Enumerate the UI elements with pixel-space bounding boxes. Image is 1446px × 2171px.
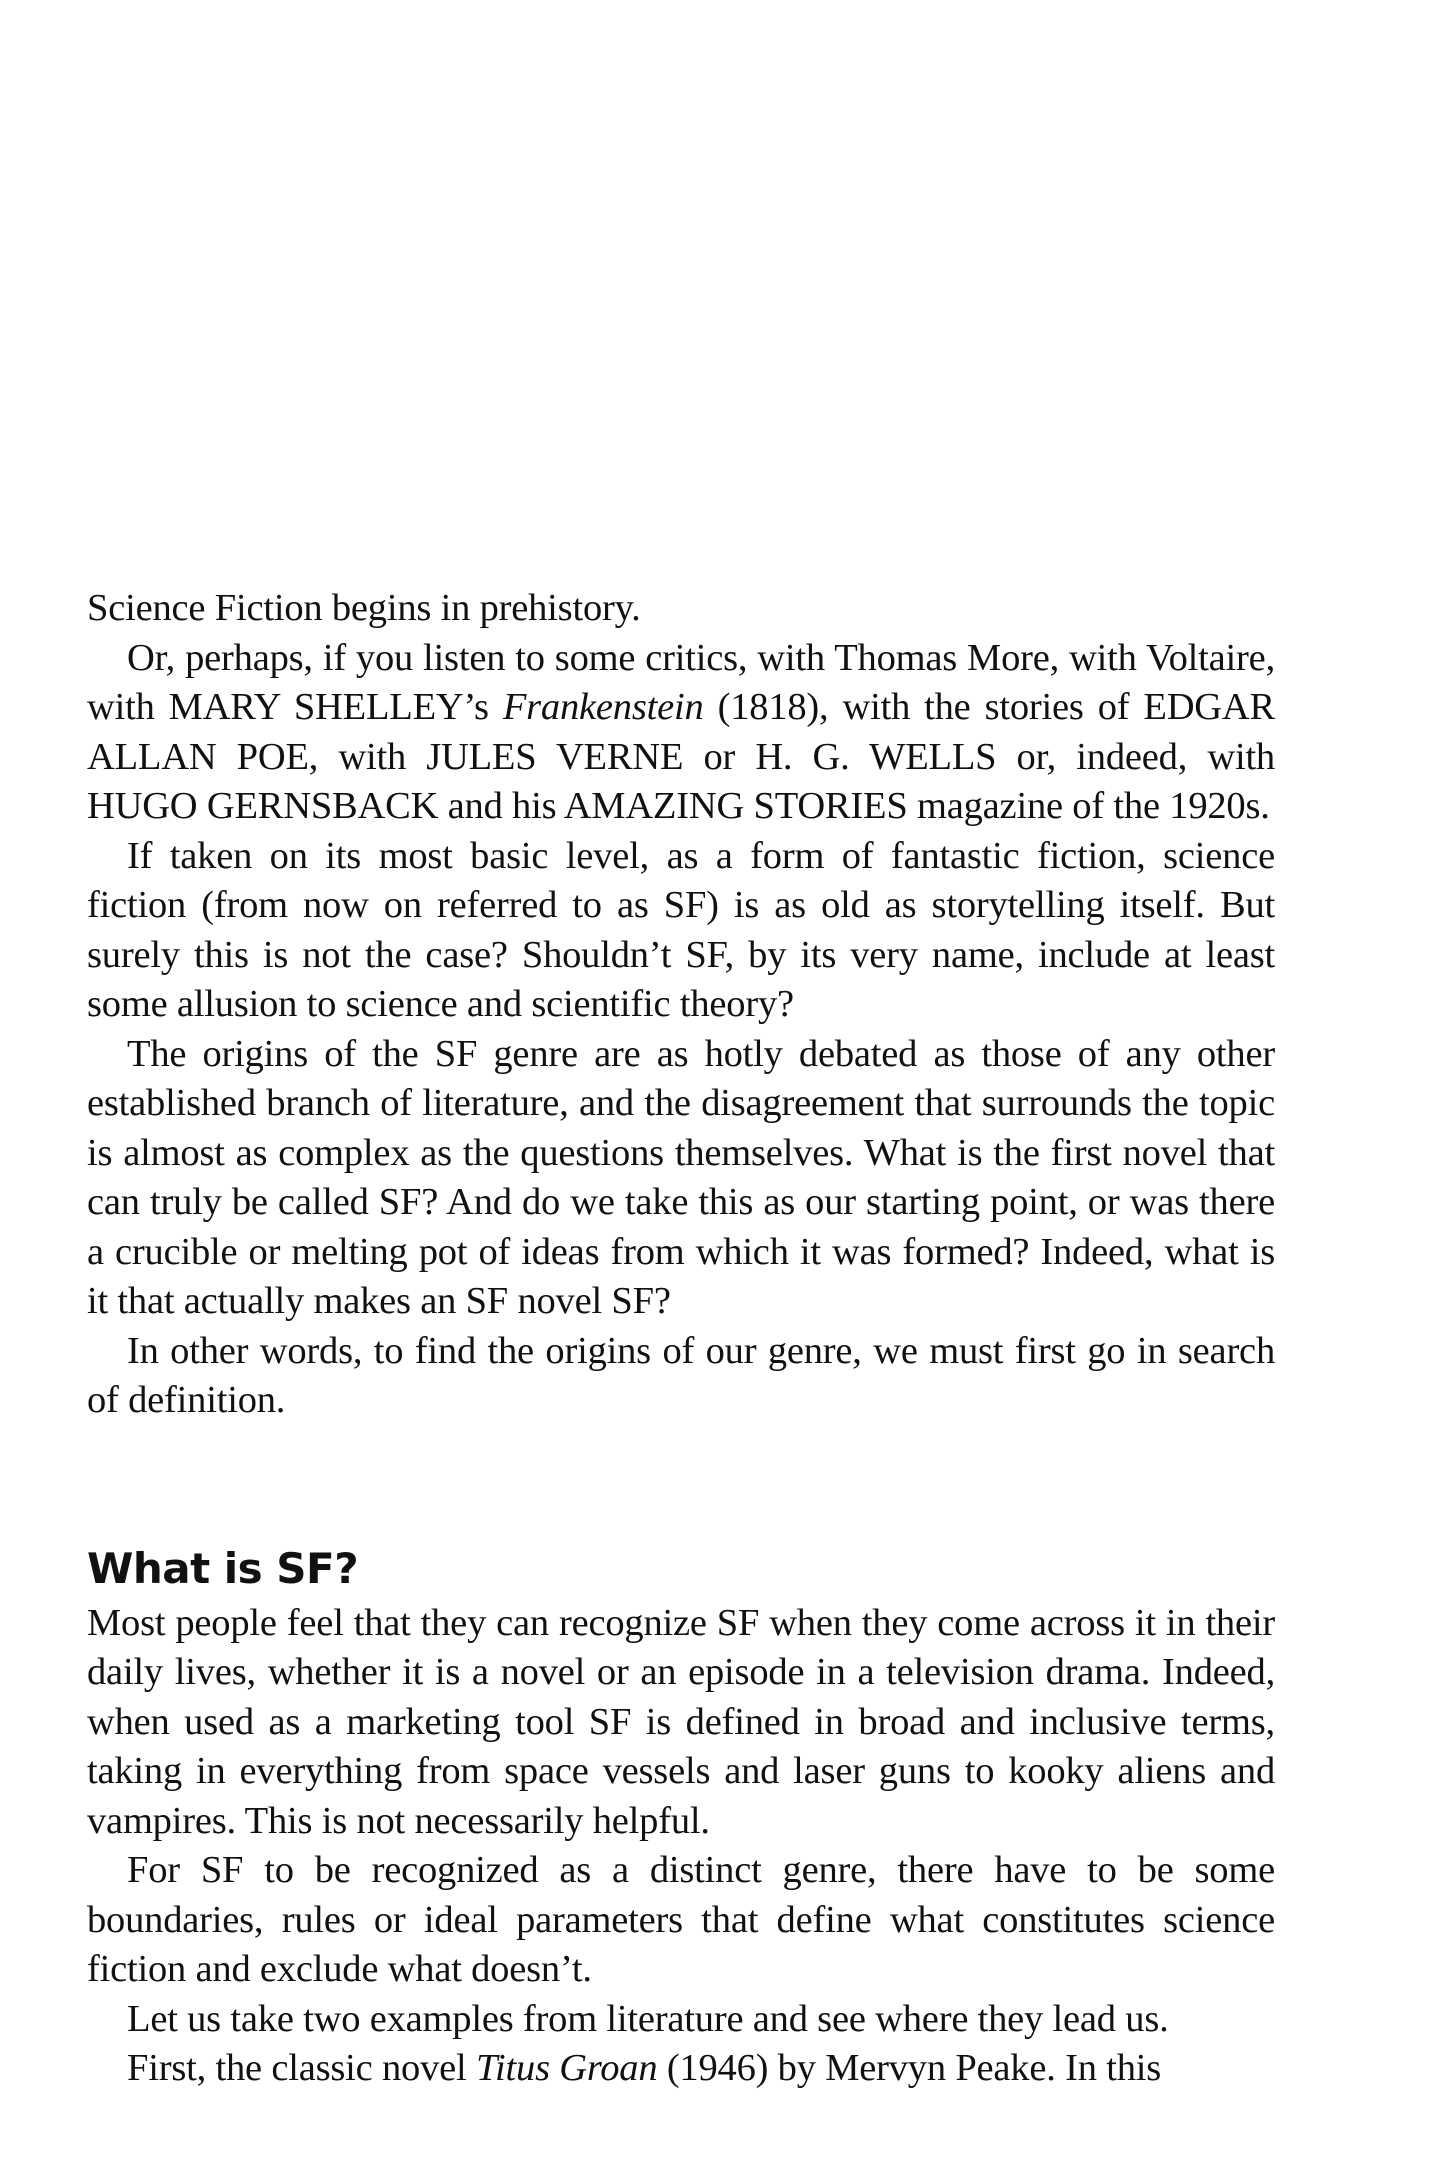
book-title-titus-groan: Titus Groan (475, 2047, 658, 2089)
book-title-frankenstein: Frankenstein (502, 686, 704, 728)
paragraph-critics-text-a: Or, perhaps, if you listen to some critics, with Thomas More, with Voltaire, with MARY SHELLEY’s (87, 636, 1275, 728)
paragraph-intro: Science Fiction begins in prehistory. (87, 587, 641, 629)
paragraph-basic-level: If taken on its most basic level, as a form of fantastic fiction, science fiction (from now on referred to as SF) is as old as storytelling itself. But surely this is not the case? Shouldn’t SF, by its very name, include at least some allusion to science and scientific theory? (87, 834, 1275, 1025)
paragraph-examples: Let us take two examples from literature and see where they lead us. (127, 1997, 1169, 2040)
paragraph-titus-text-b: (1946) by Mervyn Peake. In this (657, 2047, 1162, 2089)
paragraph-origins: The origins of the SF genre are as hotly debated as those of any other established branch of literature, and the disagreement that surrounds the topic is almost as complex as the questions themselves. What is the first novel that can truly be called SF? And do we take this as our starting point, or was there a crucible or melting pot of ideas from which it was formed? Indeed, what is it that actually makes an SF novel SF? (87, 1032, 1275, 1322)
paragraph-boundaries: For SF to be recognized as a distinct genre, there have to be some boundaries, rules or ideal parameters that define what constitutes science fiction and exclude what doesn’t. (87, 1849, 1275, 1990)
section-heading: What is SF? (87, 1543, 359, 1593)
paragraph-definition: In other words, to find the origins of our genre, we must first go in search of definition. (87, 1329, 1275, 1421)
page-body (87, 584, 1275, 2094)
paragraph-recognize: Most people feel that they can recognize SF when they come across it in their daily lives, whether it is a novel or an episode in a television drama. Indeed, when used as a marketing tool SF is defined in broad and inclusive terms, taking in everything from space vessels and laser guns to kooky aliens and vampires. This is not necessarily helpful. (87, 1601, 1275, 1842)
paragraph-titus-groan (87, 2044, 1275, 2094)
paragraph-critics-text-b: (1818), with the stories of EDGAR ALLAN POE, with JULES VERNE or H. G. WELLS or, indeed, with HUGO GERNSBACK and his AMAZING STORIES magazine of the 1920s. (87, 686, 1275, 827)
paragraph-critics (87, 634, 1275, 832)
paragraph-titus-text-a: First, the classic novel (127, 2047, 476, 2089)
